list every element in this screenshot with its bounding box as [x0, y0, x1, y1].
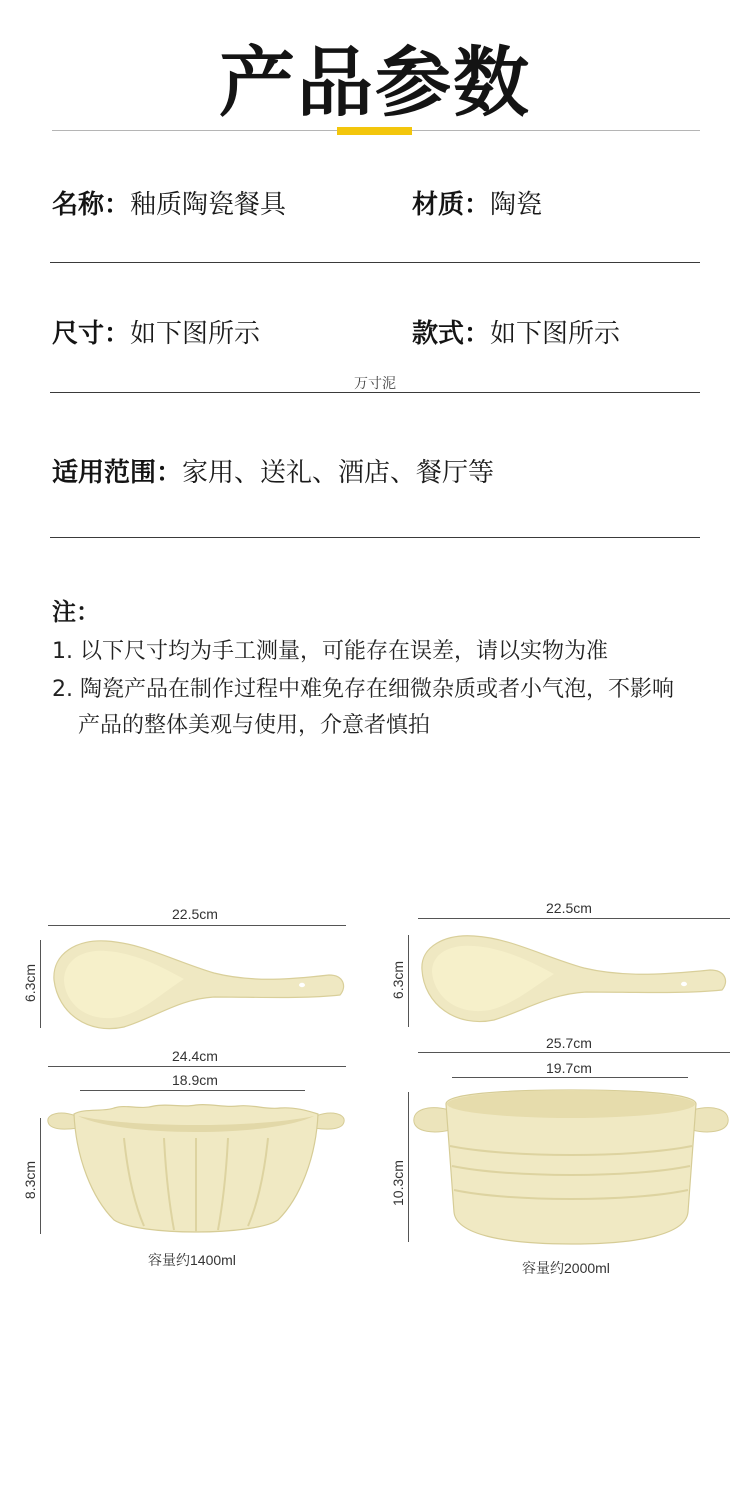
left-capacity-label: 容量约1400ml [148, 1252, 236, 1268]
note-line-1: 1. 以下尺寸均为手工测量，可能存在误差，请以实物为准 [52, 639, 608, 664]
left-bowl-height-line [40, 1118, 41, 1234]
divider-2 [50, 392, 700, 393]
note-line-2b: 产品的整体美观与使用，介意者慎拍 [78, 713, 431, 738]
material-label: 材质： [412, 190, 491, 220]
right-spoon-height-line [408, 935, 409, 1027]
style-label: 款式： [412, 319, 491, 349]
right-bowl-outer-width-line [418, 1052, 730, 1053]
spec-material [412, 184, 542, 221]
usage-label: 适用范围： [52, 458, 183, 488]
left-bowl-outer-width-line [48, 1066, 346, 1067]
right-capacity-label: 容量约2000ml [522, 1260, 610, 1276]
left-spoon-height-label: 6.3cm [22, 963, 38, 1003]
divider-1 [50, 262, 700, 263]
left-spoon-image [44, 935, 350, 1035]
divider-3 [50, 537, 700, 538]
left-bowl-outer-width-label: 24.4cm [172, 1048, 218, 1064]
spec-size [52, 313, 260, 350]
right-bowl-image [410, 1086, 732, 1248]
right-spoon-height-label: 6.3cm [390, 960, 406, 1000]
left-spoon-height-line [40, 940, 41, 1028]
name-label: 名称： [52, 190, 131, 220]
left-bowl-inner-width-line [80, 1090, 305, 1091]
size-value: 如下图所示 [130, 319, 261, 349]
left-spoon-length-line [48, 925, 346, 926]
page-title: 产品参数 [219, 38, 531, 127]
left-bowl-inner-width-label: 18.9cm [172, 1072, 218, 1088]
style-value: 如下图所示 [490, 319, 621, 349]
notes-title: 注： [52, 598, 100, 626]
small-caption: 万寸泥 [354, 376, 396, 392]
spec-style [412, 313, 620, 350]
size-label: 尺寸： [52, 319, 131, 349]
right-spoon-length-label: 22.5cm [546, 900, 592, 916]
title-accent-bar [337, 127, 412, 135]
left-bowl-image [44, 1098, 348, 1238]
usage-value: 家用、送礼、酒店、餐厅等 [182, 458, 495, 488]
right-spoon-length-line [418, 918, 730, 919]
spec-name [52, 184, 286, 221]
right-bowl-outer-width-label: 25.7cm [546, 1035, 592, 1051]
name-value: 釉质陶瓷餐具 [130, 190, 287, 220]
spec-usage [52, 452, 494, 489]
material-value: 陶瓷 [490, 190, 543, 220]
right-bowl-inner-width-label: 19.7cm [546, 1060, 592, 1076]
right-spoon-image [414, 930, 732, 1030]
right-bowl-inner-width-line [452, 1077, 688, 1078]
left-bowl-height-label: 8.3cm [22, 1160, 38, 1200]
left-spoon-length-label: 22.5cm [172, 906, 218, 922]
right-bowl-height-line [408, 1092, 409, 1242]
note-line-2a: 2. 陶瓷产品在制作过程中难免存在细微杂质或者小气泡，不影响 [52, 677, 674, 702]
right-bowl-height-label: 10.3cm [390, 1160, 406, 1206]
